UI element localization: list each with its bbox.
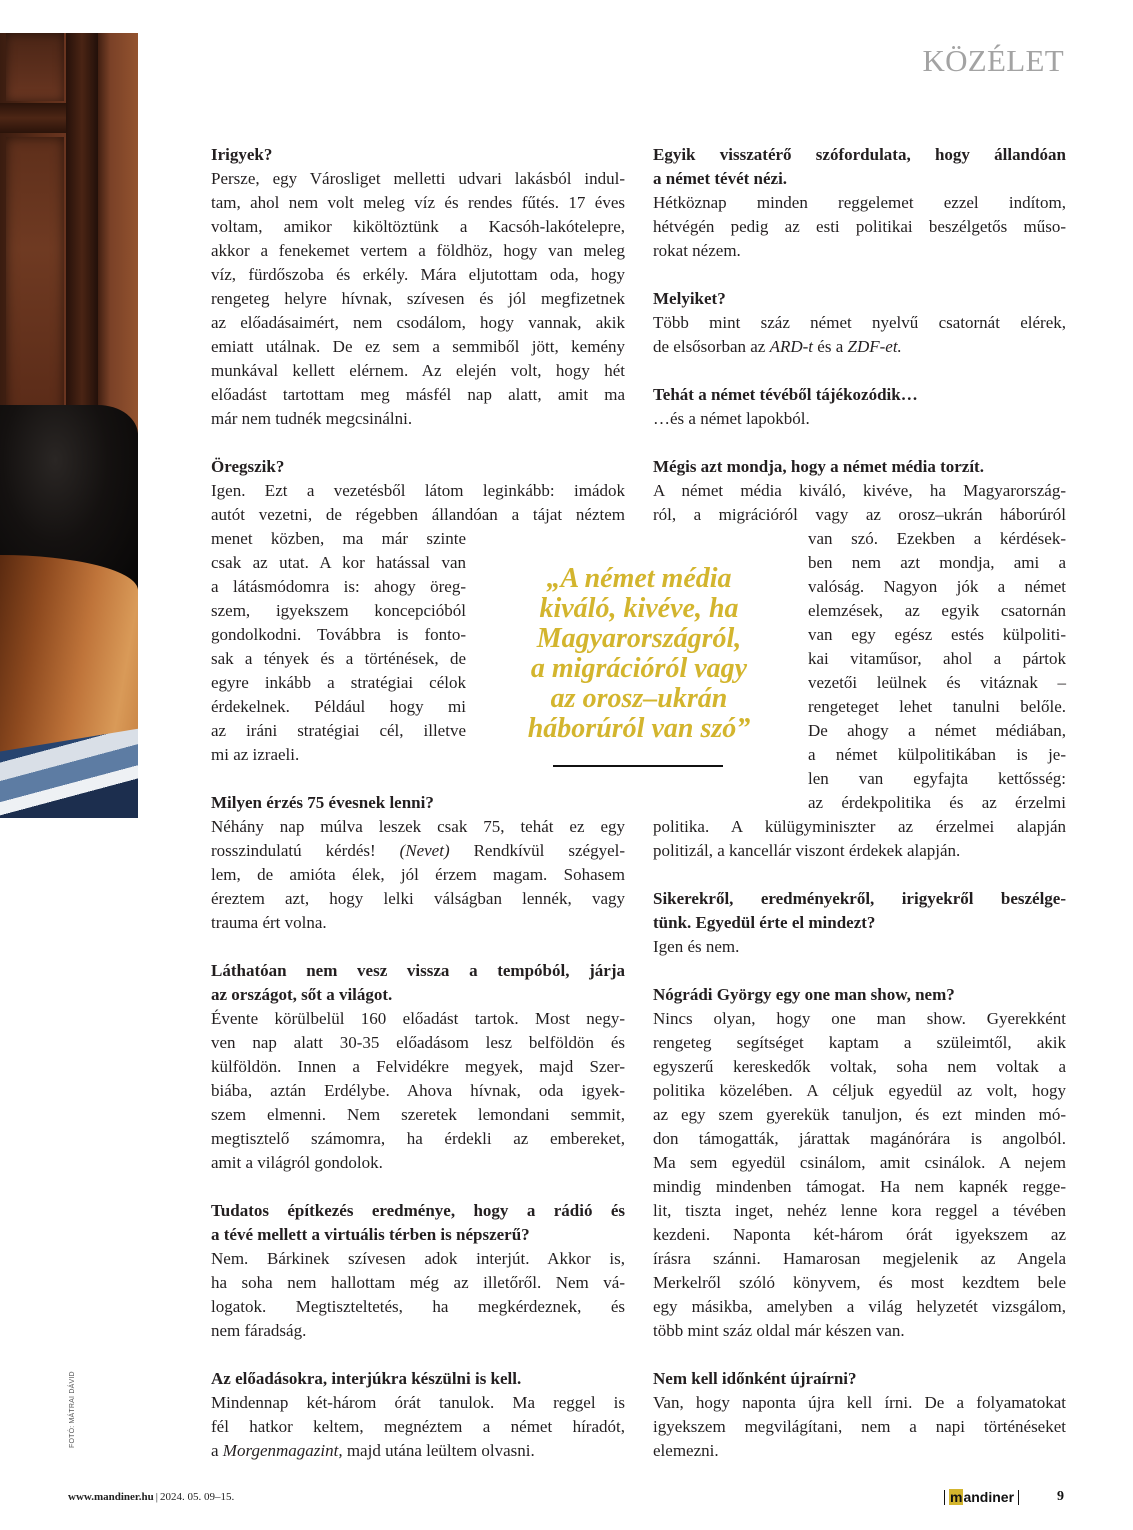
article-column-right: [653, 143, 1066, 1463]
paragraph-gap: [653, 263, 1066, 287]
answer-line: szem elmenni. Nem szeretek lemondani semmit,: [211, 1105, 625, 1124]
question-line: a tévé mellett a virtuális térben is népszerű?: [211, 1225, 530, 1244]
answer-line: ben nem azt mondja, ami a: [808, 553, 1066, 572]
paragraph-gap: [653, 359, 1066, 383]
question-line: Sikerekről, eredményekről, irigyekről beszélge-: [653, 889, 1066, 908]
paragraph-gap: [211, 935, 625, 959]
pull-quote: [503, 564, 775, 744]
answer-line: vezetői leülnek és vitáznak –: [808, 673, 1066, 692]
mandiner-logo: [944, 1489, 1019, 1505]
answer-line: ven nap alatt 30-35 előadásom lesz belföldön és: [211, 1033, 625, 1052]
footer-separator: |: [155, 1491, 158, 1503]
answer-line: csak az utat. A kor hatással van: [211, 553, 466, 572]
answer-line: lit, tiszta inget, nehéz lenne kora reggel a tévében: [653, 1201, 1066, 1220]
answer-line: hétvégén pedig az esti politikai beszélgetős műso-: [653, 217, 1066, 236]
answer-line: víz, fürdőszoba és erkély. Mára eljutottam oda, hogy: [211, 265, 625, 284]
logo-bar-left: [944, 1490, 945, 1505]
answer-line: megtisztelő számomra, ha érdekli az embereket,: [211, 1129, 625, 1148]
answer-line: munkával kellett elérnem. Az elején volt, hogy hét: [211, 361, 625, 380]
photo-credit: FOTÓ: MÁTRAI DÁVID: [69, 1371, 76, 1448]
answer-line: autót vezetni, de régebben állandóan a tájat néztem: [211, 505, 625, 524]
answer-line: logatok. Megtiszteltetés, ha megkérdeznek, és: [211, 1297, 625, 1316]
italic-text: Morgenmagazint,: [222, 1441, 343, 1460]
question-line: Mégis azt mondja, hogy a német média torzít.: [653, 457, 984, 476]
answer-line: elemzések, az egyik csatornán: [808, 601, 1066, 620]
answer-line: ha soha nem hallottam még az illetőről. Nem vá-: [211, 1273, 625, 1292]
photo-panel-stile: [66, 33, 98, 433]
pull-quote-line: az orosz–ukrán: [550, 683, 728, 714]
answer-line: írásra szánni. Hamarosan megjelenik az Angela: [653, 1249, 1066, 1268]
answer-line: mindig mindenben támogat. Ha nem kapnék regge-: [653, 1177, 1066, 1196]
pull-quote-line: „A német média: [546, 563, 732, 594]
paragraph-gap: [653, 959, 1066, 983]
qa-block: [653, 143, 1066, 263]
italic-text: ARD-t: [769, 337, 814, 356]
answer-line: Néhány nap múlva leszek csak 75, tehát ez egy: [211, 817, 625, 836]
pull-quote-line: kiváló, kivéve, ha: [539, 593, 739, 624]
qa-block: [653, 887, 1066, 959]
answer-line: éreztem azt, hogy lelki válságban lennék, vagy: [211, 889, 625, 908]
answer-line: nem fáradság.: [211, 1321, 307, 1340]
question-line: Láthatóan nem vesz vissza a tempóból, járja: [211, 961, 625, 980]
question-line: Nem kell időnként újraírni?: [653, 1369, 857, 1388]
paragraph-gap: [211, 1175, 625, 1199]
pull-quote-line: a migrációról vagy: [530, 653, 748, 684]
answer-line: Igen. Ezt a vezetésből látom leginkább: imádok: [211, 481, 625, 500]
paragraph-gap: [211, 431, 625, 455]
answer-line: Mindennap két-három órát tanulok. Ma reggel is: [211, 1393, 625, 1412]
answer-line: egyszerű kereskedők voltak, soha nem voltak a: [653, 1057, 1066, 1076]
qa-block: [653, 287, 1066, 359]
qa-block: [653, 1367, 1066, 1463]
qa-block: [211, 1367, 625, 1463]
answer-line: egyre inkább a stratégiai célok: [211, 673, 466, 692]
question-line: tünk. Egyedül érte el mindezt?: [653, 913, 876, 932]
answer-line: az egy szem gyerekük tanuljon, és ezt minden mó-: [653, 1105, 1066, 1124]
answer-line: egy másikba, amelyben a világ helyzetét vizsgálom,: [653, 1297, 1066, 1316]
paragraph-gap: [211, 767, 625, 791]
footer-site-link[interactable]: www.mandiner.hu: [68, 1491, 154, 1503]
qa-block: [211, 791, 625, 935]
answer-line: az előadásaimért, nem csodálom, hogy vannak, akik: [211, 313, 625, 332]
answer-line: van egy egész estés külpoliti-: [808, 625, 1066, 644]
answer-line: lem, de amióta élek, jól érzem magam. Sohasem: [211, 865, 625, 884]
italic-text: (Nevet): [399, 841, 450, 860]
answer-line: politizál, a kancellár viszont érdekek alapján.: [653, 841, 961, 860]
answer-line: Hétköznap minden reggelemet ezzel indítom,: [653, 193, 1066, 212]
question-line: Öregszik?: [211, 457, 285, 476]
qa-block: [653, 983, 1066, 1343]
footer-issue-date: 2024. 05. 09–15.: [160, 1491, 235, 1503]
paragraph-gap: [211, 1343, 625, 1367]
answer-line: több mint száz oldal már készen van.: [653, 1321, 905, 1340]
logo-wordmark: andiner: [963, 1489, 1015, 1505]
question-line: a német tévét nézi.: [653, 169, 788, 188]
answer-line: a látásmódomra is: ahogy öreg-: [211, 577, 466, 596]
answer-line: menet közben, ma már szinte: [211, 529, 466, 548]
answer-line: …és a német lapokból.: [653, 409, 810, 428]
answer-line: kai vitaműsor, ahol a pártok: [808, 649, 1066, 668]
answer-line: biába, aztán Erdélybe. Ahova hívnak, oda igyek-: [211, 1081, 625, 1100]
photo-table: [0, 555, 138, 755]
article-column-left: [211, 143, 625, 1463]
answer-line: a német külpolitikában is je-: [808, 745, 1066, 764]
answer-line: külföldön. Innen a Felvidékre megyek, majd Szer-: [211, 1057, 625, 1076]
answer-line: don támogatták, járattak magánórára is angolból.: [653, 1129, 1066, 1148]
paragraph-gap: [653, 431, 1066, 455]
answer-line: Nem. Bárkinek szívesen adok interjút. Akkor is,: [211, 1249, 625, 1268]
question-line: Egyik visszatérő szófordulata, hogy állandóan: [653, 145, 1066, 164]
logo-bar-right: [1018, 1490, 1019, 1505]
answer-line: [211, 1439, 625, 1463]
answer-line: van szó. Ezekben a kérdések-: [808, 529, 1066, 548]
answer-line: Több mint száz német nyelvű csatornát elérek,: [653, 313, 1066, 332]
answer-line: gondolkodni. Továbbra is fonto-: [211, 625, 466, 644]
answer-line: ról, a migrációról vagy az orosz–ukrán háborúról: [653, 505, 1066, 524]
page-number: 9: [1057, 1489, 1064, 1504]
answer-line: [653, 335, 1066, 359]
answer-line: amit a világról gondolok.: [211, 1153, 383, 1172]
answer-line: [211, 839, 625, 863]
text-segment: rosszindulatú kérdés!: [211, 841, 400, 860]
answer-line: már nem tudnék megcsinálni.: [211, 409, 413, 428]
answer-line: kezdeni. Naponta két-három órát igyekszem az: [653, 1225, 1066, 1244]
answer-line: akkor a fenekemet vertem a földhöz, hogy van meleg: [211, 241, 625, 260]
answer-line: emiatt utálnak. De ez sem a semmiből jött, kemény: [211, 337, 625, 356]
answer-line: Évente körülbelül 160 előadást tartok. Most negy-: [211, 1009, 625, 1028]
logo-initial: m: [950, 1489, 963, 1505]
section-label: KÖZÉLET: [922, 43, 1064, 78]
answer-line: tam, ahol nem volt meleg víz és rendes fűtés. 17 éves: [211, 193, 625, 212]
photo-wood-panel: [6, 137, 64, 417]
answer-line: Van, hogy naponta újra kell írni. De a folyamatokat: [653, 1393, 1066, 1412]
answer-line: politika közelében. A céljuk egyedül az volt, hogy: [653, 1081, 1066, 1100]
answer-line: rokat nézem.: [653, 241, 741, 260]
paragraph-gap: [653, 863, 1066, 887]
answer-line: voltam, amikor kiköltöztünk a Kacsóh-lakótelepre,: [211, 217, 625, 236]
text-segment: majd utána leültem olvasni.: [342, 1441, 535, 1460]
answer-line: igyekszem megvilágítani, nem a napi történéseket: [653, 1417, 1066, 1436]
question-line: Az előadásokra, interjúkra készülni is kell.: [211, 1369, 522, 1388]
question-line: Melyiket?: [653, 289, 726, 308]
answer-line: len van egyfajta kettősség:: [808, 769, 1066, 788]
answer-line: Igen és nem.: [653, 937, 740, 956]
qa-block: [211, 1199, 625, 1343]
pull-quote-line: Magyarországról,: [536, 623, 742, 654]
text-segment: és a: [813, 337, 848, 356]
question-line: Tehát a német tévéből tájékozódik…: [653, 385, 918, 404]
answer-line: trauma ért volna.: [211, 913, 327, 932]
answer-line: előadást tartottam meg másfél nap alatt, amit ma: [211, 385, 625, 404]
answer-line: De ahogy a német médiában,: [808, 721, 1066, 740]
italic-text: ZDF-et.: [847, 337, 902, 356]
answer-line: érdekelnek. Például hogy mi: [211, 697, 466, 716]
answer-line: Persze, egy Városliget melletti udvari lakásból indul-: [211, 169, 625, 188]
qa-block: [653, 383, 1066, 431]
text-segment: de elsősorban az: [653, 337, 770, 356]
answer-line: rengeteg segítséget kaptam a szüleimtől, akik: [653, 1033, 1066, 1052]
answer-line: Nincs olyan, hogy one man show. Gyerekként: [653, 1009, 1066, 1028]
question-line: Nógrádi György egy one man show, nem?: [653, 985, 955, 1004]
question-line: Milyen érzés 75 évesnek lenni?: [211, 793, 434, 812]
pull-quote-rule: [553, 765, 723, 767]
answer-line: politika. A külügyminiszter az érzelmei alapján: [653, 817, 1066, 836]
qa-block: [211, 959, 625, 1175]
qa-block: [211, 143, 625, 431]
question-line: Irigyek?: [211, 145, 273, 164]
answer-line: elemezni.: [653, 1441, 719, 1460]
answer-line: valóság. Nagyon jók a német: [808, 577, 1066, 596]
answer-line: rengeteg helyre hívnak, szívesen és jól megfizetnek: [211, 289, 625, 308]
photo-wood-panel-upper: [6, 33, 64, 101]
answer-line: Merkelről szóló könyvem, és most kezdtem bele: [653, 1273, 1066, 1292]
answer-line: Ma sem egyedül csinálom, amit csinálok. A nejem: [653, 1153, 1066, 1172]
text-segment: a: [211, 1441, 223, 1460]
answer-line: az iráni stratégiai cél, illetve: [211, 721, 466, 740]
answer-line: szem, igyekszem koncepcióból: [211, 601, 466, 620]
paragraph-gap: [653, 1343, 1066, 1367]
answer-line: rengeteget lehet tanulni belőle.: [808, 697, 1066, 716]
pull-quote-line: háborúról van szó”: [527, 713, 751, 744]
answer-line: mi az izraeli.: [211, 745, 300, 764]
question-line: Tudatos építkezés eredménye, hogy a rádió és: [211, 1201, 625, 1220]
answer-line: fél hatkor keltem, megnéztem a német híradót,: [211, 1417, 625, 1436]
text-segment: Rendkívül szégyel-: [449, 841, 625, 860]
answer-line: az érdekpolitika és az érzelmi: [808, 793, 1066, 812]
footer-publication-info: [68, 1490, 234, 1504]
question-line: az országot, sőt a világot.: [211, 985, 393, 1004]
answer-line: A német média kiváló, kivéve, ha Magyarország-: [653, 481, 1066, 500]
photo: [0, 33, 138, 818]
answer-line: sak a tények és a történések, de: [211, 649, 466, 668]
